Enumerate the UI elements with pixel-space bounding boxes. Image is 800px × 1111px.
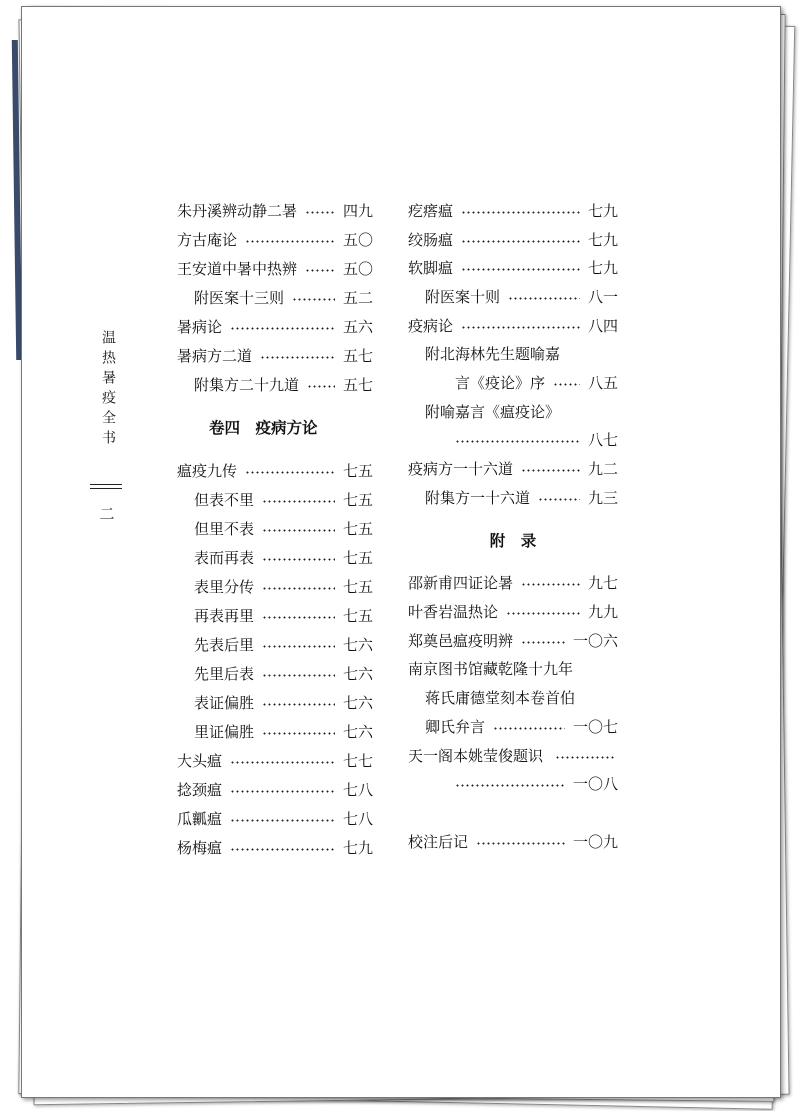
toc-entry-page: 一〇六 xyxy=(572,631,618,650)
dot-leader xyxy=(521,641,565,644)
dot-leader xyxy=(521,469,580,472)
toc-entry-list xyxy=(408,569,618,799)
dot-leader xyxy=(230,848,335,851)
toc-entry[interactable] xyxy=(177,543,373,572)
toc-entry-title: 郑奠邑瘟疫明辨 xyxy=(408,631,514,650)
toc-entry[interactable] xyxy=(177,370,373,399)
toc-entry[interactable] xyxy=(408,483,618,512)
toc-entry-page: 七九 xyxy=(587,201,618,220)
title-rule xyxy=(90,484,122,489)
dot-leader xyxy=(262,674,335,677)
toc-entry-page: 五七 xyxy=(342,347,373,365)
toc-entry[interactable] xyxy=(408,339,618,368)
toc-entry[interactable] xyxy=(408,569,618,598)
toc-entry-page: 九九 xyxy=(587,603,618,622)
dot-leader xyxy=(245,240,335,243)
toc-entry[interactable] xyxy=(408,426,618,455)
toc-entry[interactable] xyxy=(177,485,373,514)
dot-leader xyxy=(455,784,565,787)
toc-entry-page: 五二 xyxy=(342,289,373,307)
toc-entry-title: 软脚瘟 xyxy=(408,259,454,278)
toc-entry-page: 七九 xyxy=(587,230,618,249)
toc-entry[interactable] xyxy=(408,454,618,483)
page-number: 二 xyxy=(99,505,115,523)
dot-leader xyxy=(506,612,580,615)
dot-leader xyxy=(262,645,335,648)
dot-leader xyxy=(476,842,565,845)
dot-leader xyxy=(461,240,580,243)
toc-entry-list xyxy=(408,196,618,512)
dot-leader xyxy=(262,703,335,706)
toc-entry-page: 七八 xyxy=(342,781,373,799)
toc-entry[interactable] xyxy=(408,655,618,684)
toc-entry-list xyxy=(177,196,373,399)
toc-entry-page: 一〇八 xyxy=(572,775,618,794)
toc-entry-page: 八五 xyxy=(587,373,618,392)
toc-entry-title: 附北海林先生题喻嘉 xyxy=(425,345,561,364)
toc-entry-title: 方古庵论 xyxy=(177,231,238,249)
toc-entry-title: 卿氏弁言 xyxy=(425,717,486,736)
dot-leader xyxy=(230,790,335,793)
toc-entry-page: 七七 xyxy=(342,752,373,770)
running-title xyxy=(97,330,119,450)
dot-leader xyxy=(260,356,335,359)
toc-entry-page: 五七 xyxy=(342,376,373,394)
toc-left-column xyxy=(177,196,373,862)
toc-entry-title: 疫病方一十六道 xyxy=(408,460,514,479)
toc-entry-title: 表证偏胜 xyxy=(194,694,255,712)
toc-entry[interactable] xyxy=(408,282,618,311)
dot-leader xyxy=(553,383,580,386)
toc-entry[interactable] xyxy=(408,626,618,655)
toc-entry-list xyxy=(177,456,373,862)
spacer xyxy=(408,798,618,827)
toc-entry[interactable] xyxy=(177,601,373,630)
toc-entry-page: 七六 xyxy=(342,665,373,683)
toc-entry-page: 九七 xyxy=(587,574,618,593)
dot-leader xyxy=(305,211,335,214)
dot-leader xyxy=(538,498,580,501)
toc-entry[interactable] xyxy=(177,833,373,862)
toc-entry-title: 附医案十则 xyxy=(425,287,501,306)
toc-entry-title: 杨梅瘟 xyxy=(177,839,223,857)
toc-entry[interactable] xyxy=(408,712,618,741)
toc-entry-list xyxy=(408,827,618,856)
toc-entry[interactable] xyxy=(177,804,373,833)
toc-entry-page: 七九 xyxy=(587,259,618,278)
toc-entry-title: 暑病论 xyxy=(177,318,223,336)
dot-leader xyxy=(262,529,335,532)
toc-entry-title: 但表不里 xyxy=(194,491,255,509)
dot-leader xyxy=(461,268,580,271)
toc-entry-page: 七五 xyxy=(342,578,373,596)
toc-entry-page: 五六 xyxy=(342,318,373,336)
toc-entry[interactable] xyxy=(177,659,373,688)
dot-leader xyxy=(508,297,580,300)
toc-entry-page: 一〇九 xyxy=(572,832,618,851)
toc-entry-title: 南京图书馆藏乾隆十九年 xyxy=(408,660,574,679)
dot-leader xyxy=(461,326,580,329)
toc-entry-title: 王安道中暑中热辨 xyxy=(177,260,298,278)
dot-leader xyxy=(262,500,335,503)
dot-leader xyxy=(305,269,335,272)
toc-entry-title: 表里分传 xyxy=(194,578,255,596)
toc-entry-page: 七五 xyxy=(342,520,373,538)
toc-right-column xyxy=(408,196,618,856)
toc-entry-page: 七六 xyxy=(342,723,373,741)
toc-entry-page: 七五 xyxy=(342,491,373,509)
toc-entry[interactable] xyxy=(408,769,618,798)
toc-entry[interactable] xyxy=(177,196,373,225)
dot-leader xyxy=(262,587,335,590)
section-heading: 附 录 xyxy=(489,530,537,550)
toc-entry-page: 七五 xyxy=(342,549,373,567)
toc-entry[interactable] xyxy=(408,827,618,856)
toc-entry-page: 七五 xyxy=(342,462,373,480)
toc-entry-page: 九二 xyxy=(587,460,618,479)
toc-entry-title: 绞肠瘟 xyxy=(408,230,454,249)
toc-entry-page: 七五 xyxy=(342,607,373,625)
toc-entry[interactable] xyxy=(408,683,618,712)
toc-entry-title: 再表再里 xyxy=(194,607,255,625)
toc-entry[interactable] xyxy=(408,253,618,282)
toc-entry-title: 附集方二十九道 xyxy=(194,376,300,394)
toc-entry-page: 七九 xyxy=(342,839,373,857)
toc-entry-title: 叶香岩温热论 xyxy=(408,603,499,622)
toc-entry-title: 先表后里 xyxy=(194,636,255,654)
dot-leader xyxy=(307,385,335,388)
dot-leader xyxy=(230,819,335,822)
toc-entry[interactable] xyxy=(177,717,373,746)
toc-entry-title: 附医案十三则 xyxy=(194,289,285,307)
dot-leader xyxy=(262,616,335,619)
toc-entry-title: 邵新甫四证论暑 xyxy=(408,574,514,593)
toc-entry-title: 先里后表 xyxy=(194,665,255,683)
toc-entry-title: 表而再表 xyxy=(194,549,255,567)
toc-entry-title: 附集方一十六道 xyxy=(425,488,531,507)
toc-entry-page: 八七 xyxy=(587,431,618,450)
toc-entry-title: 但里不表 xyxy=(194,520,255,538)
toc-entry[interactable] xyxy=(177,254,373,283)
toc-entry[interactable] xyxy=(177,514,373,543)
toc-entry-title: 捻颈瘟 xyxy=(177,781,223,799)
toc-entry-title: 校注后记 xyxy=(408,832,469,851)
dot-leader xyxy=(262,558,335,561)
toc-entry[interactable] xyxy=(177,341,373,370)
toc-entry[interactable] xyxy=(408,741,618,770)
toc-entry[interactable] xyxy=(177,312,373,341)
toc-entry[interactable] xyxy=(177,225,373,254)
toc-entry-page: 八四 xyxy=(587,316,618,335)
toc-entry-title: 言《疫论》序 xyxy=(455,373,546,392)
toc-entry[interactable] xyxy=(177,775,373,804)
toc-entry[interactable] xyxy=(408,597,618,626)
toc-entry[interactable] xyxy=(177,456,373,485)
toc-entry[interactable] xyxy=(177,572,373,601)
dot-leader xyxy=(230,761,335,764)
dot-leader xyxy=(493,727,565,730)
toc-entry[interactable] xyxy=(177,688,373,717)
toc-entry-page: 五〇 xyxy=(342,260,373,278)
toc-entry-title: 瘟疫九传 xyxy=(177,462,238,480)
dot-leader xyxy=(555,756,615,759)
toc-entry-page: 八一 xyxy=(587,287,618,306)
toc-entry[interactable] xyxy=(408,311,618,340)
toc-entry-title: 里证偏胜 xyxy=(194,723,255,741)
toc-entry-page: 七六 xyxy=(342,636,373,654)
dot-leader xyxy=(455,440,580,443)
toc-entry[interactable] xyxy=(408,397,618,426)
dot-leader xyxy=(521,583,580,586)
toc-entry-title: 天一阁本姚莹俊题识 xyxy=(408,746,544,765)
dot-leader xyxy=(262,732,335,735)
toc-entry[interactable] xyxy=(177,283,373,312)
toc-entry-title: 蒋氏庸德堂刻本卷首伯 xyxy=(425,689,576,708)
toc-entry-title: 朱丹溪辨动静二暑 xyxy=(177,202,298,220)
toc-entry-title: 瓜瓤瘟 xyxy=(177,810,223,828)
toc-entry-page: 四九 xyxy=(342,202,373,220)
dot-leader xyxy=(461,211,580,214)
book-title: 温热暑疫全书 xyxy=(100,330,116,450)
toc-entry-page: 七六 xyxy=(342,694,373,712)
toc-entry-title: 疫病论 xyxy=(408,316,454,335)
toc-entry-page: 五〇 xyxy=(342,231,373,249)
toc-entry-page: 一〇七 xyxy=(572,717,618,736)
toc-entry[interactable] xyxy=(408,225,618,254)
toc-entry[interactable] xyxy=(177,630,373,659)
section-heading: 卷四 疫病方论 xyxy=(209,418,318,437)
toc-entry-page: 七八 xyxy=(342,810,373,828)
toc-entry-page: 九三 xyxy=(587,488,618,507)
toc-entry[interactable] xyxy=(408,196,618,225)
toc-entry-title: 暑病方二道 xyxy=(177,347,253,365)
toc-entry-title: 疙瘩瘟 xyxy=(408,201,454,220)
document-page xyxy=(21,6,781,1098)
toc-entry[interactable] xyxy=(408,368,618,397)
toc-entry-title: 大头瘟 xyxy=(177,752,223,770)
toc-entry[interactable] xyxy=(177,746,373,775)
dot-leader xyxy=(292,298,335,301)
dot-leader xyxy=(230,327,335,330)
toc-entry-title: 附喻嘉言《瘟疫论》 xyxy=(425,402,561,421)
dot-leader xyxy=(245,471,335,474)
